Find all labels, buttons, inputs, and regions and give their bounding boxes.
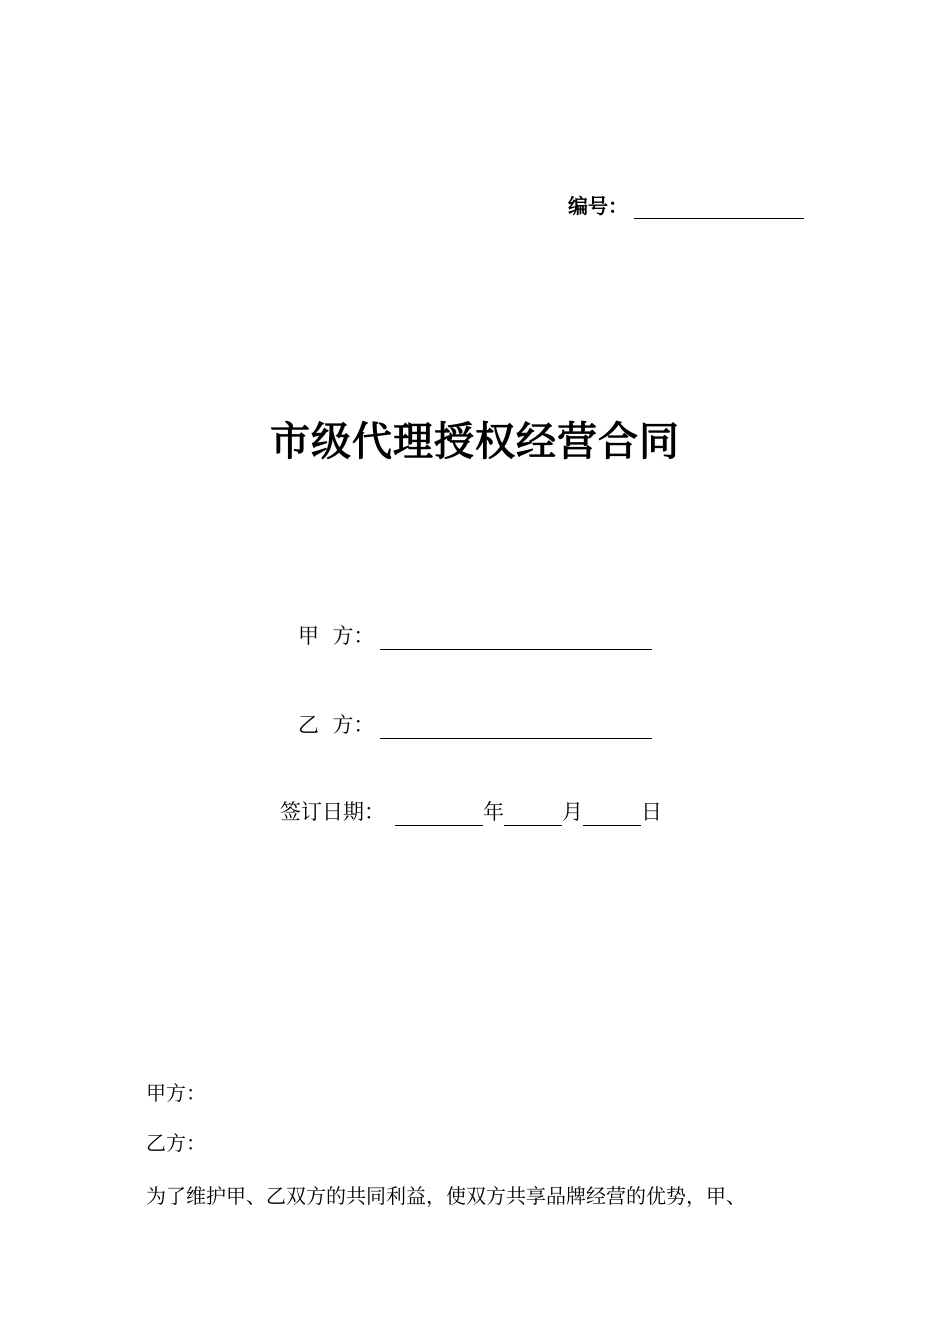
body-party-a: 甲方： <box>146 1081 206 1105</box>
party-b-row <box>298 709 652 739</box>
year-blank <box>395 803 483 826</box>
party-a-row <box>298 620 652 650</box>
party-a-label: 甲 方： <box>298 624 375 648</box>
month-label: 月 <box>562 800 583 824</box>
party-b-label: 乙 方： <box>298 713 375 737</box>
day-label: 日 <box>641 800 662 824</box>
party-a-blank <box>380 627 652 650</box>
signing-date-label: 签订日期： <box>280 800 385 824</box>
day-blank <box>583 803 641 826</box>
body-party-b: 乙方： <box>146 1131 206 1155</box>
contract-number-row <box>568 190 804 219</box>
contract-number-blank <box>634 198 804 219</box>
party-b-blank <box>380 716 652 739</box>
document-title: 市级代理授权经营合同 <box>270 419 680 465</box>
contract-number-label: 编号： <box>568 194 628 218</box>
year-label: 年 <box>483 800 504 824</box>
signing-date-row <box>280 796 662 826</box>
body-paragraph: 为了维护甲、乙双方的共同利益，使双方共享品牌经营的优势，甲、 <box>146 1184 746 1208</box>
month-blank <box>504 803 562 826</box>
